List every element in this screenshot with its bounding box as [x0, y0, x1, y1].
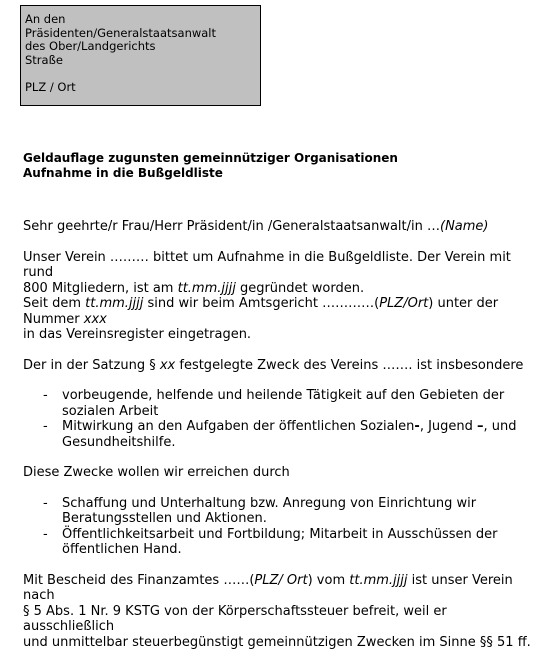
separator-dash: –	[477, 419, 484, 434]
text-line	[62, 419, 535, 435]
zwecke-intro: Diese Zwecke wollen wir erreichen durch	[23, 465, 535, 481]
text-fragment: Mitwirkung an den Aufgaben der öffentlichen Sozialen	[62, 419, 414, 434]
text-fragment: ist unser Verein nach	[23, 573, 513, 604]
text-fragment: sind wir beim Amtsgericht …………(	[143, 296, 379, 311]
text-fragment: Seit dem	[23, 296, 85, 311]
number-placeholder: xxx	[84, 312, 107, 327]
list-item	[23, 419, 535, 450]
text-line: Gesundheitshilfe.	[62, 435, 535, 451]
paragraph-placeholder: xx	[160, 358, 175, 373]
text-line: Öffentlichkeitsarbeit und Fortbildung; Mitarbeit in Ausschüssen der	[62, 527, 535, 543]
recipient-address-box	[20, 5, 261, 106]
text-line	[23, 573, 535, 604]
dash-bullet: -	[43, 496, 48, 512]
subject-line: Aufnahme in die Bußgeldliste	[23, 166, 398, 181]
means-list	[23, 496, 535, 558]
list-item	[23, 496, 535, 527]
dash-bullet: -	[43, 527, 48, 543]
plz-ort-placeholder: PLZ/Ort	[379, 296, 428, 311]
intro-paragraph	[23, 250, 535, 343]
text-line: Schaffung und Unterhaltung bzw. Anregung von Einrichtung wir	[62, 496, 535, 512]
text-line: Beratungsstellen und Aktionen.	[62, 511, 535, 527]
purpose-list	[23, 388, 535, 450]
text-line: und unmittelbar steuerbegünstigt gemeinnützigen Zwecken im Sinne §§ 51 ff.	[23, 635, 535, 650]
text-fragment: Mit Bescheid des Finanzamtes ……(	[23, 573, 254, 588]
address-line: Straße	[25, 54, 256, 68]
list-item	[23, 527, 535, 558]
dash-bullet: -	[43, 388, 48, 404]
letter-body	[23, 219, 535, 650]
satzung-paragraph	[23, 358, 535, 374]
address-line: PLZ / Ort	[25, 81, 256, 95]
text-line: § 5 Abs. 1 Nr. 9 KSTG von der Körperschaftssteuer befreit, weil er ausschließlich	[23, 604, 535, 635]
text-line	[23, 281, 535, 297]
subject-line: Geldauflage zugunsten gemeinnütziger Organisationen	[23, 151, 398, 166]
salutation-text: Sehr geehrte/r Frau/Herr Präsident/in /Generalstaatsanwalt/in …	[23, 219, 440, 234]
salutation	[23, 219, 535, 235]
subject-heading	[23, 151, 398, 181]
text-fragment: gegründet worden.	[236, 281, 364, 296]
text-fragment: , und	[484, 419, 517, 434]
address-line: des Ober/Landgerichts	[25, 40, 256, 54]
date-placeholder: tt.mm.jjjj	[349, 573, 407, 588]
plz-ort-placeholder: PLZ/ Ort	[254, 573, 307, 588]
list-item	[23, 388, 535, 419]
dash-bullet: -	[43, 419, 48, 435]
text-fragment: ) unter der	[428, 296, 498, 311]
text-fragment: festgelegte Zweck des Vereins ……. ist insbesondere	[175, 358, 523, 373]
text-line: Unser Verein ……… bittet um Aufnahme in die Bußgeldliste. Der Verein mit rund	[23, 250, 535, 281]
separator-dash: -	[414, 419, 419, 434]
text-fragment: , Jugend	[420, 419, 477, 434]
address-line: An den Präsidenten/Generalstaatsanwalt	[25, 13, 256, 40]
text-line: in das Vereinsregister eingetragen.	[23, 327, 535, 343]
text-fragment: 800 Mitgliedern, ist am	[23, 281, 178, 296]
text-line: sozialen Arbeit	[62, 404, 535, 420]
text-fragment: Nummer	[23, 312, 84, 327]
text-line	[23, 296, 535, 312]
bescheid-paragraph	[23, 573, 535, 650]
date-placeholder: tt.mm.jjjj	[178, 281, 236, 296]
text-line	[23, 312, 535, 328]
text-fragment: ) vom	[308, 573, 350, 588]
address-spacer	[25, 67, 256, 81]
text-line: vorbeugende, helfende und heilende Tätigkeit auf den Gebieten der	[62, 388, 535, 404]
text-fragment: Der in der Satzung §	[23, 358, 160, 373]
date-placeholder: tt.mm.jjjj	[85, 296, 143, 311]
text-line: öffentlichen Hand.	[62, 542, 535, 558]
salutation-name: (Name)	[440, 219, 489, 234]
